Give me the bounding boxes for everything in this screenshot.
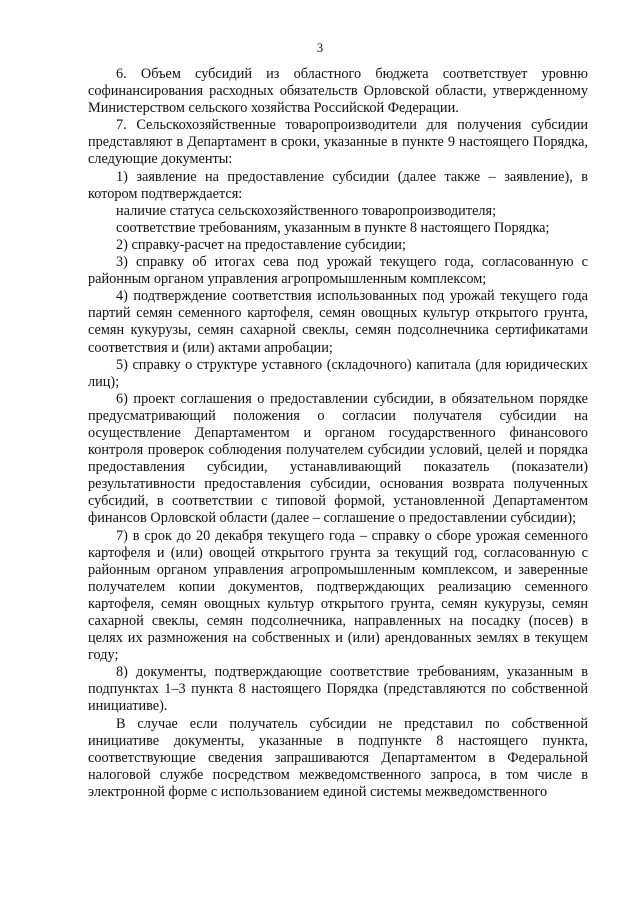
list-item-1: 1) заявление на предоставление субсидии (далее также – заявление), в котором подтверждается:	[88, 168, 588, 202]
list-item-6: 6) проект соглашения о предоставлении субсидии, в обязательном порядке предусматривающий положения о согласии получателя субсидии на осуществление Департаментом и органом государственного финансового контроля проверок соблюдения получателем субсидии условий, целей и порядка предоставления субсидии, устанавливающий показатель (показатели) результативности предоставления субсидии, основания возврата полученных субсидий, в соответствии с типовой формой, установленной Департаментом финансов Орловской области (далее – соглашение о предоставлении субсидии);	[88, 390, 588, 527]
document-body	[88, 66, 588, 801]
list-item-5: 5) справку о структуре уставного (складочного) капитала (для юридических лиц);	[88, 356, 588, 390]
list-item-7: 7) в срок до 20 декабря текущего года – справку о сборе урожая семенного картофеля и (или) овощей открытого грунта за текущий год, согласованную с районным органом управления агропромышленным комплексом, и заверенные получателем копии документов, подтверждающих реализацию семенного картофеля, семян овощных культур открытого грунта, семян кукурузы, семян сахарной свеклы, семян подсолнечника, направленных на посадку (посев) в целях их размножения на собственных и (или) арендованных землях в текущем году;	[88, 527, 588, 664]
paragraph-interagency-request: В случае если получатель субсидии не представил по собственной инициативе документы, указанные в подпункте 8 настоящего пункта, соответствующие сведения запрашиваются Департаментом в Федеральной налоговой службе посредством межведомственного запроса, в том числе в электронной форме с использованием единой системы межведомственного	[88, 715, 588, 800]
paragraph-7: 7. Сельскохозяйственные товаропроизводители для получения субсидии представляют в Департамент в сроки, указанные в пункте 9 настоящего Порядка, следующие документы:	[88, 117, 588, 168]
list-subitem-requirements: соответствие требованиям, указанным в пункте 8 настоящего Порядка;	[116, 219, 550, 236]
list-subitem-status: наличие статуса сельскохозяйственного товаропроизводителя;	[116, 202, 497, 219]
page-number: 3	[316, 41, 324, 55]
list-item-3: 3) справку об итогах сева под урожай текущего года, согласованную с районным органом управления агропромышленным комплексом;	[88, 254, 588, 288]
list-item-8: 8) документы, подтверждающие соответствие требованиям, указанным в подпунктах 1–3 пункта 8 настоящего Порядка (представляются по собственной инициативе).	[88, 664, 588, 715]
list-item-2: 2) справку-расчет на предоставление субсидии;	[116, 236, 406, 253]
list-item-4: 4) подтверждение соответствия использованных под урожай текущего года партий семян семенного картофеля, семян овощных культур открытого грунта, семян кукурузы, семян сахарной свеклы, семян подсолнечника сертификатами соответствия и (или) актами апробации;	[88, 288, 588, 356]
paragraph-6: 6. Объем субсидий из областного бюджета соответствует уровню софинансирования расходных обязательств Орловской области, утвержденному Министерством сельского хозяйства Российской Федерации.	[88, 66, 588, 117]
